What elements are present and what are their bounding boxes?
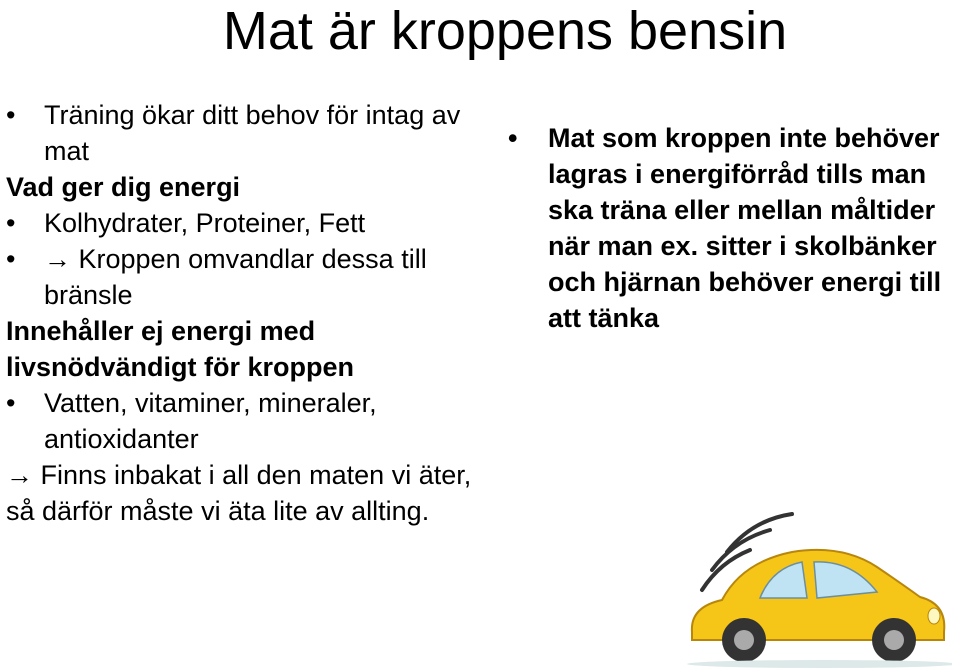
list-item: • Mat som kroppen inte behöver lagras i energiförråd tills man ska träna eller mellan måltider när man ex. sitter i skolbänker och hjärnan behöver energi till att tänka [508, 120, 958, 336]
car-illustration [672, 512, 952, 670]
section-heading: Innehåller ej energi med livsnödvändigt för kroppen [6, 316, 355, 382]
car-hubcap-icon [884, 630, 904, 650]
section-heading: Vad ger dig energi [6, 172, 241, 202]
car-hubcap-icon [734, 630, 754, 650]
list-item: • Träning ökar ditt behov för intag av mat [6, 97, 486, 169]
list-item: • Vatten, vitaminer, mineraler, antioxidanter [6, 385, 486, 457]
right-column [508, 120, 958, 336]
car-headlight-icon [928, 608, 940, 624]
left-column [6, 97, 486, 529]
car-shadow [687, 660, 952, 668]
list-item: • Kolhydrater, Proteiner, Fett [6, 205, 486, 241]
list-item: • → Kroppen omvandlar dessa till bränsle [6, 241, 486, 313]
note-text: → Finns inbakat i all den maten vi äter, så därför måste vi äta lite av allting. [6, 460, 472, 526]
slide-title: Mat är kroppens bensin [222, 1, 788, 61]
